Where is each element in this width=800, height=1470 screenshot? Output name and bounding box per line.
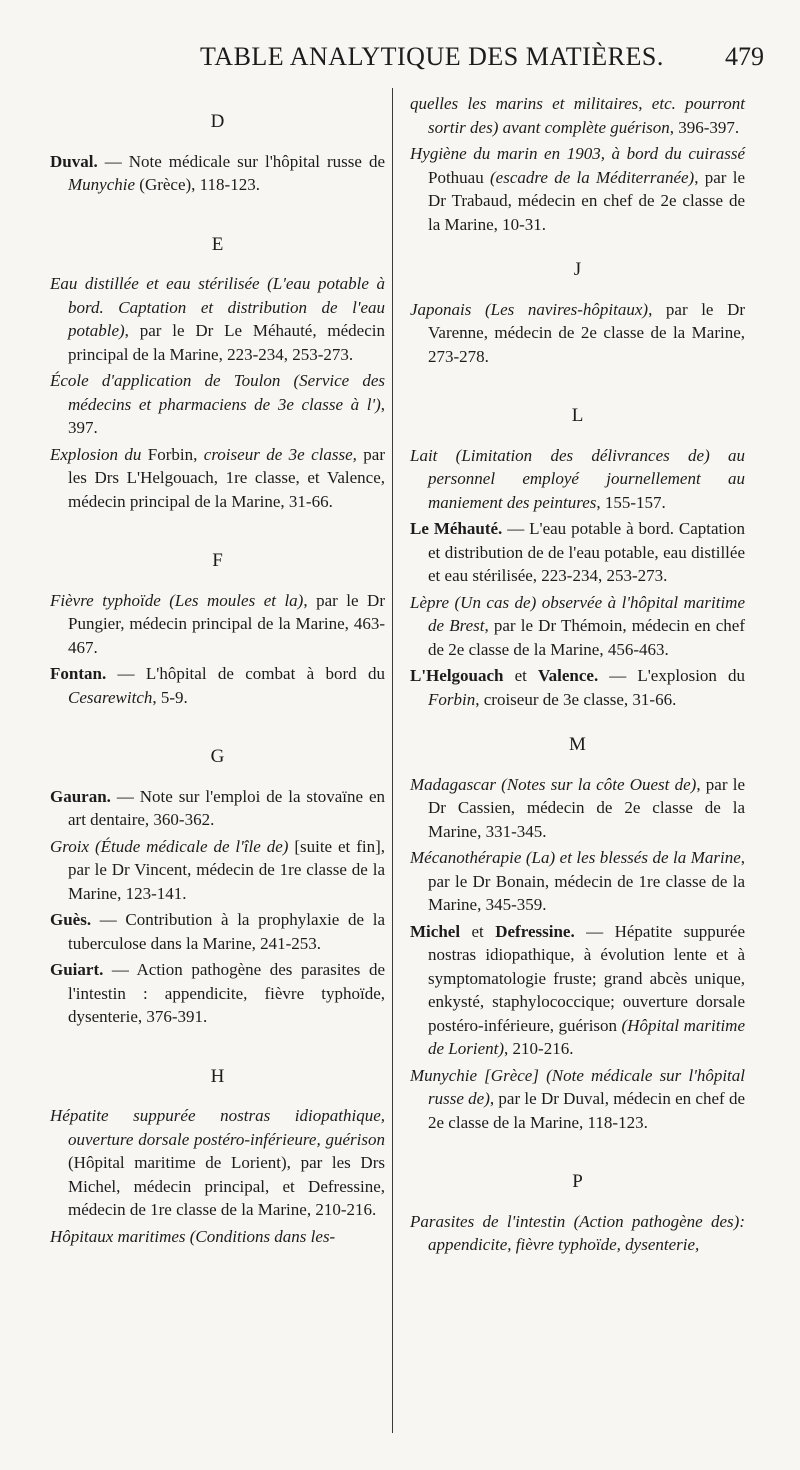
section-letter-d: D <box>210 111 225 132</box>
left-column <box>50 92 385 1251</box>
column-divider <box>392 88 393 1433</box>
page-number: 479 <box>725 42 764 71</box>
index-entry-munychie: Munychie [Grèce] (Note médicale sur l'hôpital russe de), par le Dr Duval, médecin en chef de 2e classe de la Marine, 118-123. <box>410 1065 745 1132</box>
index-entry-duval: Duval. — Note médicale sur l'hôpital russe de Munychie (Grèce), 118-123. <box>50 151 385 194</box>
running-head <box>0 42 800 82</box>
index-entry-fontan: Fontan. — L'hôpital de combat à bord du Cesarewitch, 5-9. <box>50 664 385 707</box>
index-entry-groix: Groix (Étude médicale de l'île de) [suite et fin], par le Dr Vincent, médecin de 1re classe de la Marine, 123-141. <box>50 836 385 903</box>
section-letter-f: F <box>212 550 223 571</box>
index-entry-parasites: Parasites de l'intestin (Action pathogène des): appendicite, fièvre typhoïde, dysenterie, <box>410 1211 745 1254</box>
index-entry-le-mehaute: Le Méhauté. — L'eau potable à bord. Captation et distribution de de l'eau potable, eau distillée et eau stérilisée, 223-234, 253-273. <box>410 519 745 585</box>
section-letter-e: E <box>211 233 224 255</box>
section-letter-p: P <box>572 1171 583 1192</box>
index-entry-michel: Michel et Defressine. — Hépatite suppurée nostras idiopathique, à évolution lente et à symptomatologie fruste; grand abcès unique, enkysté, staphylococcique; ouverture dorsale postéro-inférieure, guérison (Hôpital maritime de Lorient), 210-216. <box>410 921 745 1058</box>
index-entry-ecole: École d'application de Toulon (Service des médecins et pharmaciens de 3e classe à l'), 397. <box>50 371 385 437</box>
index-entry-hopitaux-cont: quelles les marins et militaires, etc. pourront sortir des) avant complète guérison, 396-397. <box>410 94 745 137</box>
index-entry-japonais: Japonais (Les navires-hôpitaux), par le Dr Varenne, médecin de 2e classe de la Marine, 273-278. <box>410 299 746 366</box>
index-entry-lhelgouach: L'Helgouach et Valence. — L'explosion du Forbin, croiseur de 3e classe, 31-66. <box>410 666 745 709</box>
section-letter-h: H <box>210 1065 225 1087</box>
index-entry-gues: Guès. — Contribution à la prophylaxie de la tuberculose dans la Marine, 241-253. <box>50 910 385 953</box>
index-entry-lepre: Lèpre (Un cas de) observée à l'hôpital maritime de Brest, par le Dr Thémoin, médecin en chef de 2e classe de la Marine, 456-463. <box>410 592 745 659</box>
index-entry-fievre: Fièvre typhoïde (Les moules et la), par le Dr Pungier, médecin principal de la Marine, 463-467. <box>50 590 385 657</box>
section-letter-l: L <box>571 405 584 426</box>
section-letter-j: J <box>573 259 582 280</box>
index-entry-eau: Eau distillée et eau stérilisée (L'eau potable à bord. Captation et distribution de l'eau potable), par le Dr Le Méhauté, médecin principal de la Marine, 223-234, 253-273. <box>50 274 385 364</box>
index-entry-hygiene: Hygiène du marin en 1903, à bord du cuirassé Pothuau (escadre de la Méditerranée), par le Dr Trabaud, médecin en chef de 2e classe de la Marine, 10-31. <box>410 144 745 234</box>
right-column <box>410 92 745 1260</box>
index-entry-mecanotherapie: Mécanothérapie (La) et les blessés de la Marine, par le Dr Bonain, médecin de 1re classe de la Marine, 345-359. <box>410 848 745 914</box>
index-entry-gauran: Gauran. — Note sur l'emploi de la stovaïne en art dentaire, 360-362. <box>50 786 385 829</box>
section-letter-g: G <box>210 746 225 767</box>
index-entry-explosion: Explosion du Forbin, croiseur de 3e classe, par les Drs L'Helgouach, 1re classe, et Valence, médecin principal de la Marine, 31-66. <box>50 444 385 511</box>
index-entry-lait: Lait (Limitation des délivrances de) au personnel employé journellement au maniement des peintures, 155-157. <box>410 445 745 512</box>
index-entry-hopitaux: Hôpitaux maritimes (Conditions dans les- <box>50 1226 336 1246</box>
page-title: TABLE ANALYTIQUE DES MATIÈRES. <box>200 42 664 71</box>
index-entry-hepatite: Hépatite suppurée nostras idiopathique, ouverture dorsale postéro-inférieure, guérison (Hôpital maritime de Lorient), par les Drs Michel, médecin principal, et Defressine, médecin de 1re classe de la Marine, 210-216. <box>50 1106 385 1219</box>
index-entry-guiart: Guiart. — Action pathogène des parasites de l'intestin : appendicite, fièvre typhoïde, dysenterie, 376-391. <box>50 960 385 1026</box>
section-letter-m: M <box>569 734 586 755</box>
index-entry-madagascar: Madagascar (Notes sur la côte Ouest de), par le Dr Cassien, médecin de 2e classe de la Marine, 331-345. <box>410 774 745 841</box>
